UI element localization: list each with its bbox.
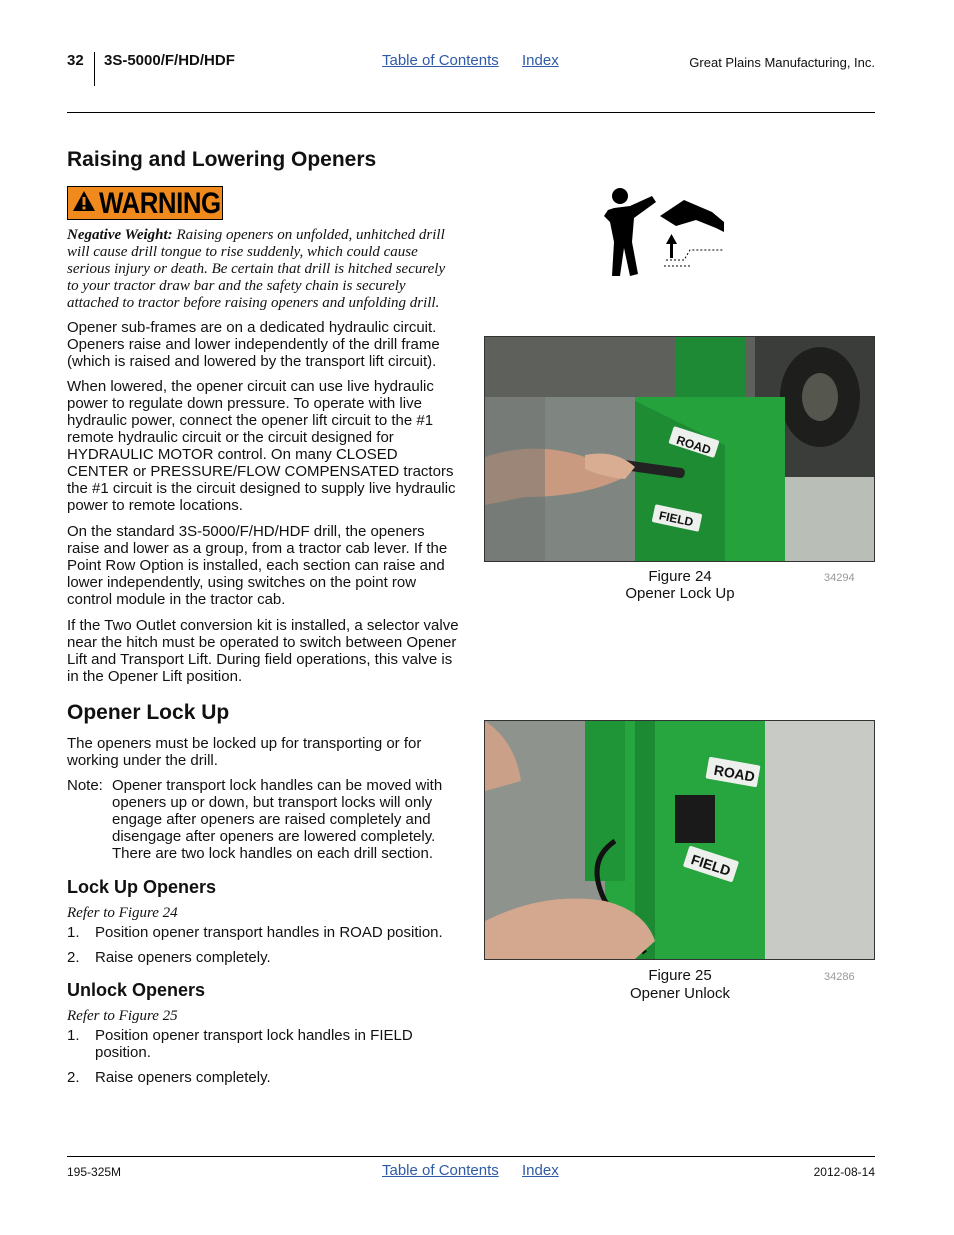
- doc-date: 2012-08-14: [813, 1165, 875, 1179]
- note-text: Opener transport lock handles can be moved with openers up or down, but transport locks will only engage after openers are raised completely and disengage after openers are lowered completely. There are two lock handles on each drill section.: [112, 777, 443, 862]
- section-title-lockup: Opener Lock Up: [67, 701, 230, 724]
- figure-24-photo: [484, 336, 875, 562]
- step-text: Raise openers completely.: [95, 1069, 271, 1086]
- subsection-unlock-title: Unlock Openers: [67, 980, 206, 1000]
- footer-index-link[interactable]: Index: [522, 1162, 559, 1179]
- step-number: 2.: [67, 1069, 80, 1086]
- model-title: 3S-5000/F/HD/HDF: [104, 52, 235, 69]
- header-rule: [67, 112, 875, 113]
- paragraph-lockup: The openers must be locked up for transporting or for working under the drill.: [67, 735, 422, 769]
- rising-tongue-hazard-icon: [600, 186, 730, 278]
- figure-25-caption: Opener Unlock: [629, 985, 731, 1002]
- figure-25-id: 34286: [824, 971, 855, 983]
- field-tag-label: FIELD: [657, 508, 695, 530]
- figure-24-label: Figure 24: [648, 568, 712, 585]
- warning-text: [67, 227, 459, 312]
- paragraph-standard-drill: On the standard 3S-5000/F/HD/HDF drill, the openers raise and lower as a group, from a tractor cab lever. If the Point Row Option is installed, each section can raise and lower independently, using switches on the point row control module in the tractor cab.: [67, 523, 448, 608]
- figure-24-caption: Opener Lock Up: [625, 585, 735, 602]
- section-title-raising: Raising and Lowering Openers: [67, 148, 377, 171]
- paragraph-subframes: Opener sub-frames are on a dedicated hydraulic circuit. Openers raise and lower independently of the drill frame (which is raised and lowered by the transport lift circuit).: [67, 319, 440, 370]
- warning-triangle-icon: [72, 190, 96, 216]
- header-divider: [94, 52, 95, 86]
- step-number: 2.: [67, 949, 80, 966]
- step-number: 1.: [67, 924, 80, 941]
- paragraph-two-outlet: If the Two Outlet conversion kit is installed, a selector valve near the hitch must be operated to switch between Opener Lift and Transport Lift. During field operations, this valve is in the Opener Lift position.: [67, 617, 459, 685]
- header-toc-link[interactable]: Table of Contents: [382, 52, 499, 69]
- doc-number: 195-325M: [67, 1165, 122, 1179]
- figure-25-label: Figure 25: [648, 967, 712, 984]
- figure-24-reference: Refer to Figure 24: [67, 905, 178, 921]
- footer-toc-link[interactable]: Table of Contents: [382, 1162, 499, 1179]
- figure-25-reference: Refer to Figure 25: [67, 1008, 178, 1024]
- step-text: Position opener transport handles in ROAD position.: [95, 924, 443, 941]
- subsection-lockup-title: Lock Up Openers: [67, 877, 217, 897]
- warning-badge: [67, 186, 223, 220]
- step-text: Position opener transport lock handles in FIELD position.: [95, 1027, 413, 1061]
- company-name: Great Plains Manufacturing, Inc.: [689, 55, 875, 70]
- header-index-link[interactable]: Index: [522, 52, 559, 69]
- paragraph-live-hydraulic: When lowered, the opener circuit can use live hydraulic power to regulate down pressure. To operate with live hydraulic power, connect the opener lift circuit to the #1 remote hydraulic circuit or the circuit designed for HYDRAULIC MOTOR control. On many CLOSED CENTER or PRESSURE/FLOW COMPENSATED tractors the #1 circuit is the circuit designed to supply live hydraulic power to remote locations.: [67, 378, 456, 514]
- warning-word: WARNING: [99, 186, 221, 220]
- road-tag-label: ROAD: [674, 432, 713, 458]
- field-tag-label: FIELD: [689, 851, 733, 879]
- page-number: 32: [67, 52, 84, 69]
- step-number: 1.: [67, 1027, 80, 1044]
- figure-25-photo: [484, 720, 875, 960]
- step-text: Raise openers completely.: [95, 949, 271, 966]
- figure-24-id: 34294: [824, 572, 855, 584]
- warning-body: Raising openers on unfolded, unhitched drill will cause drill tongue to rise suddenly, which could cause serious injury or death. Be certain that drill is hitched securely to your tractor draw bar and the safety chain is securely attached to tractor before raising openers and unfolding drill.: [67, 227, 446, 311]
- warning-lead: Negative Weight:: [67, 227, 173, 243]
- note-label: Note:: [67, 777, 103, 794]
- road-tag-label: ROAD: [712, 761, 757, 785]
- footer-rule: [67, 1156, 875, 1157]
